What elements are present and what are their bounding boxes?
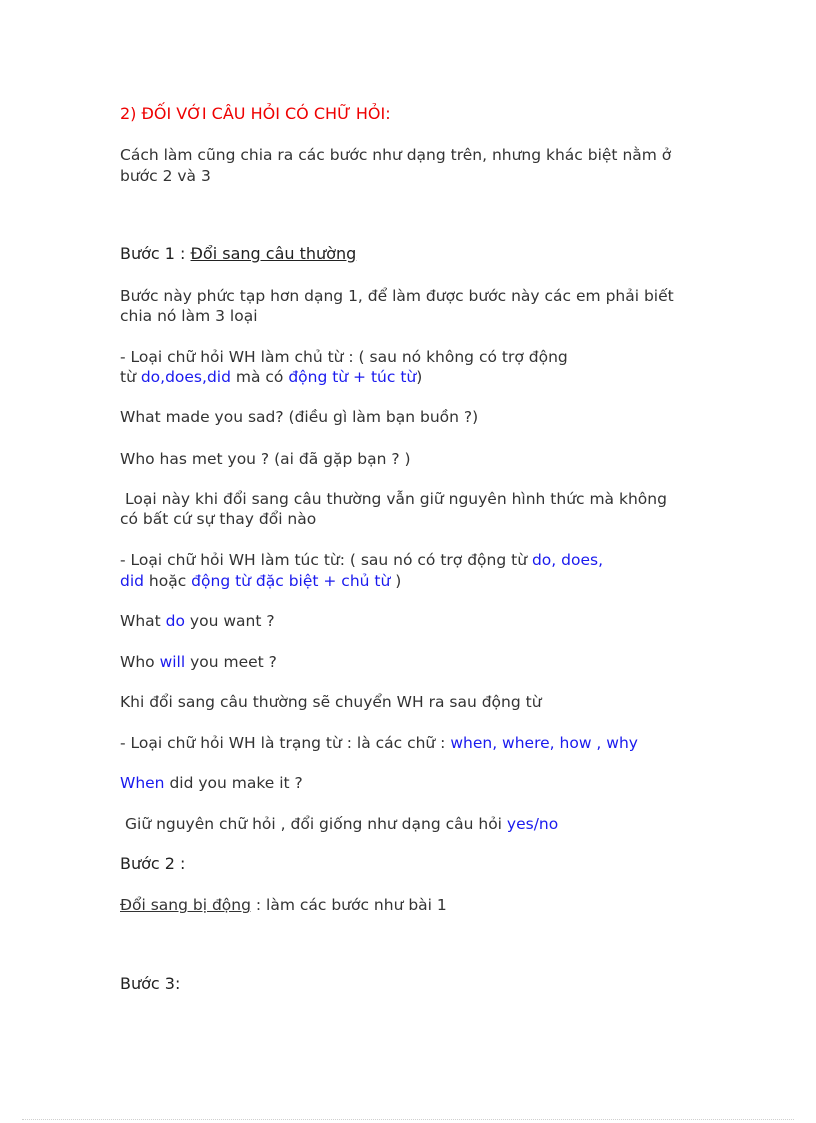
object-example-2-a: Who xyxy=(120,653,160,671)
object-example-1-c: you want ? xyxy=(184,612,275,630)
adverb-example-a: When xyxy=(120,774,165,792)
step1-heading xyxy=(120,244,356,264)
adverb-type-words: when, where, how , why xyxy=(450,734,638,752)
subject-example-2: Who has met you ? (ai đã gặp bạn ? ) xyxy=(120,450,411,468)
step2-line xyxy=(120,895,447,915)
object-type-special: động từ đặc biệt + chủ từ xyxy=(191,572,391,590)
object-note: Khi đổi sang câu thường sẽ chuyển WH ra sau động từ xyxy=(120,693,542,711)
object-type-close: ) xyxy=(390,572,402,590)
object-type-mid: hoặc xyxy=(143,572,192,590)
subject-type-close: ) xyxy=(416,368,423,386)
adverb-note-prefix: Giữ nguyên chữ hỏi , đổi giống như dạng câu hỏi xyxy=(125,815,507,833)
object-example-2 xyxy=(120,652,277,672)
step1-desc-line-1: Bước này phức tạp hơn dạng 1, để làm được bước này các em phải biết xyxy=(120,287,674,305)
step2-label: Bước 2 : xyxy=(120,854,186,873)
adverb-example xyxy=(120,773,303,793)
intro-line-2: bước 2 và 3 xyxy=(120,167,211,185)
object-example-1-b: do xyxy=(165,612,185,630)
subject-note-line-2: có bất cứ sự thay đổi nào xyxy=(120,510,317,528)
adverb-note-blue: yes/no xyxy=(506,815,559,833)
subject-type-aux: do,does,did xyxy=(140,368,231,386)
subject-type-verb-obj: động từ + túc từ xyxy=(288,368,417,386)
step3-label: Bước 3: xyxy=(120,974,181,993)
object-example-1-a: What xyxy=(120,612,166,630)
object-example-2-b: will xyxy=(159,653,186,671)
page-bottom-rule xyxy=(22,1119,794,1120)
step2-rest: : làm các bước như bài 1 xyxy=(250,896,447,914)
object-type-aux-2: did xyxy=(120,572,144,590)
subject-note-line-1: Loại này khi đổi sang câu thường vẫn giữ nguyên hình thức mà không xyxy=(125,490,667,508)
subject-example-1: What made you sad? (điều gì làm bạn buồn ?) xyxy=(120,408,479,426)
adverb-note xyxy=(120,814,558,834)
section-heading: 2) ĐỐI VỚI CÂU HỎI CÓ CHỮ HỎI: xyxy=(120,104,391,123)
adverb-example-b: did you make it ? xyxy=(164,774,303,792)
subject-type-line-1: - Loại chữ hỏi WH làm chủ từ : ( sau nó không có trợ động xyxy=(120,348,568,366)
step1-label: Bước 1 : xyxy=(120,244,191,263)
step1-title: Đổi sang câu thường xyxy=(190,244,357,263)
intro-line-1: Cách làm cũng chia ra các bước như dạng trên, nhưng khác biệt nằm ở xyxy=(120,146,672,164)
adverb-type-line xyxy=(120,733,638,753)
object-type-aux-1: do, does, xyxy=(531,551,603,569)
object-type-line-1 xyxy=(120,550,603,570)
step2-title: Đổi sang bị động xyxy=(120,896,251,914)
subject-type-prefix: từ xyxy=(120,368,141,386)
object-type-line-2 xyxy=(120,571,401,591)
object-example-2-c: you meet ? xyxy=(185,653,277,671)
subject-type-mid: mà có xyxy=(230,368,289,386)
subject-type-line-2 xyxy=(120,367,422,387)
step1-desc-line-2: chia nó làm 3 loại xyxy=(120,307,258,325)
adverb-type-prefix: - Loại chữ hỏi WH là trạng từ : là các chữ : xyxy=(120,734,451,752)
object-example-1 xyxy=(120,611,275,631)
object-type-prefix: - Loại chữ hỏi WH làm túc từ: ( sau nó có trợ động từ xyxy=(120,551,532,569)
